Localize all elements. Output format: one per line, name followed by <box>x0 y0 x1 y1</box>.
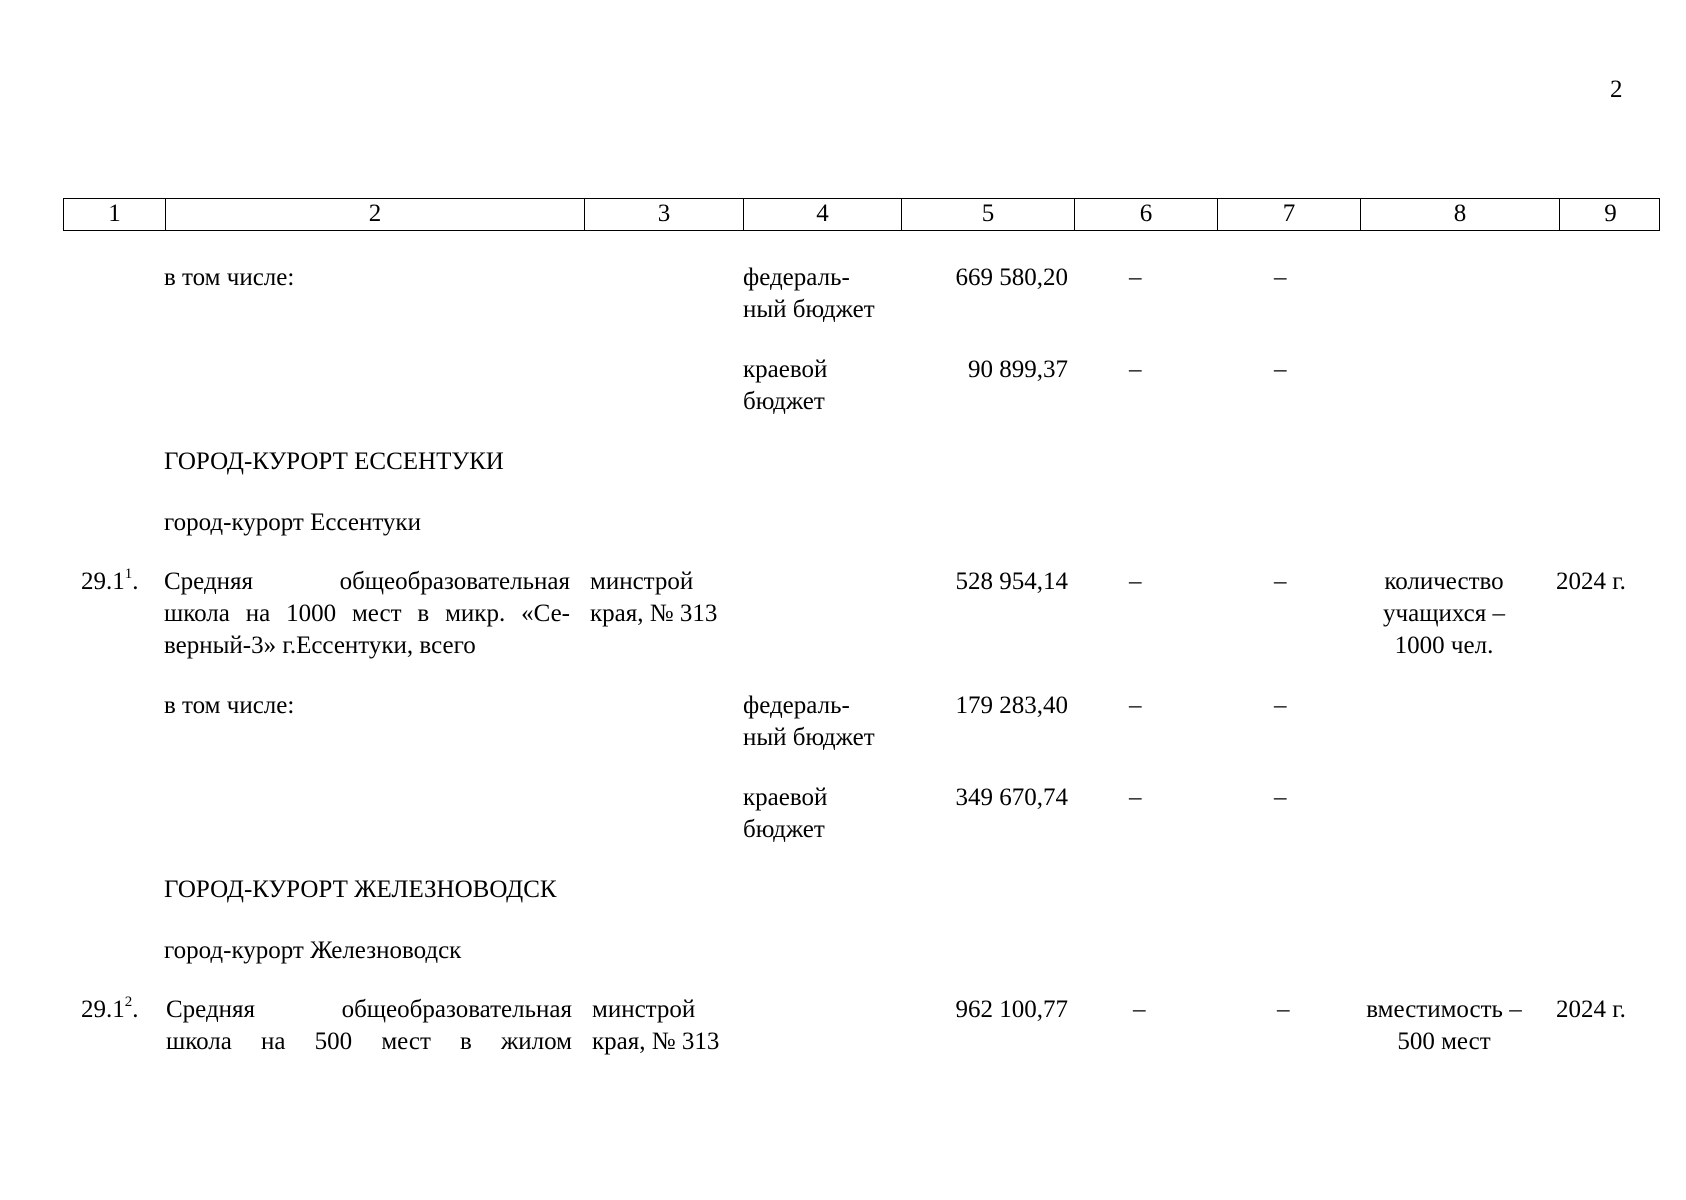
capacity-line: 500 мест <box>1397 1028 1491 1055</box>
section-subheading: город-курорт Ессентуки <box>164 509 421 536</box>
funding-source-line: федераль- <box>743 264 850 291</box>
header-col-7: 7 <box>1217 199 1360 230</box>
funding-source-line: бюджет <box>743 388 825 415</box>
header-col-2: 2 <box>165 199 584 230</box>
dash-col-7: – <box>1274 692 1287 719</box>
item-name-line: школа на 500 мест в жилом <box>166 1028 572 1055</box>
dash-col-7: – <box>1274 568 1287 595</box>
funding-source-line: ный бюджет <box>743 724 875 751</box>
dash-col-6: – <box>1133 996 1146 1023</box>
header-col-4: 4 <box>743 199 901 230</box>
header-col-1: 1 <box>108 200 121 227</box>
item-number-suffix: . <box>132 568 139 595</box>
page-number: 2 <box>1610 76 1623 103</box>
item-number <box>81 994 139 1026</box>
item-name-line: верный-3» г.Ессентуки, всего <box>164 632 476 659</box>
completion-year: 2024 г. <box>1556 568 1626 595</box>
capacity-line: вместимость – <box>1366 996 1522 1023</box>
item-name-line: Средняя общеобразовательная <box>164 568 570 595</box>
dash-col-6: – <box>1129 356 1142 383</box>
dash-col-6: – <box>1129 568 1142 595</box>
dash-col-6: – <box>1129 692 1142 719</box>
item-number-sup: 2 <box>124 993 133 1010</box>
item-number <box>81 566 139 598</box>
item-number-base: 29.1 <box>81 568 125 595</box>
funding-source-line: бюджет <box>743 816 825 843</box>
funding-source-line: федераль- <box>743 692 850 719</box>
amount: 179 283,40 <box>955 692 1068 719</box>
funding-source-line: краевой <box>743 356 828 383</box>
dash-col-7: – <box>1274 356 1287 383</box>
capacity-line: 1000 чел. <box>1394 632 1494 659</box>
header-col-6: 6 <box>1074 199 1217 230</box>
header-col-5: 5 <box>901 199 1074 230</box>
funding-source-line: краевой <box>743 784 828 811</box>
row-label: в том числе: <box>164 264 295 291</box>
capacity-line: количество <box>1384 568 1504 595</box>
section-heading: ГОРОД-КУРОРТ ЕССЕНТУКИ <box>164 448 504 475</box>
customer-line: минстрой <box>590 568 694 595</box>
dash-col-6: – <box>1129 264 1142 291</box>
item-number-suffix: . <box>132 996 139 1023</box>
dash-col-7: – <box>1274 784 1287 811</box>
amount: 669 580,20 <box>955 264 1068 291</box>
customer-line: края, № 313 <box>592 1028 720 1055</box>
header-col-8: 8 <box>1360 199 1559 230</box>
item-name <box>166 994 572 1058</box>
section-subheading: город-курорт Железноводск <box>164 937 462 964</box>
amount: 528 954,14 <box>955 568 1068 595</box>
amount: 349 670,74 <box>955 784 1068 811</box>
item-number-base: 29.1 <box>81 996 125 1023</box>
row-label: в том числе: <box>164 692 295 719</box>
dash-col-7: – <box>1274 264 1287 291</box>
dash-col-7: – <box>1277 996 1290 1023</box>
item-name-line: Средняя общеобразовательная <box>166 996 572 1023</box>
section-heading: ГОРОД-КУРОРТ ЖЕЛЕЗНОВОДСК <box>164 876 557 903</box>
item-name <box>164 566 570 662</box>
table-header-row <box>63 198 1660 231</box>
dash-col-6: – <box>1129 784 1142 811</box>
header-col-9: 9 <box>1559 199 1661 230</box>
customer-line: края, № 313 <box>590 600 718 627</box>
item-number-sup: 1 <box>124 565 133 582</box>
capacity-line: учащихся – <box>1383 600 1505 627</box>
customer-line: минстрой <box>592 996 696 1023</box>
amount: 90 899,37 <box>968 356 1068 383</box>
item-name-line: школа на 1000 мест в микр. «Се- <box>164 600 570 627</box>
funding-source-line: ный бюджет <box>743 296 875 323</box>
header-col-3: 3 <box>584 199 743 230</box>
amount: 962 100,77 <box>955 996 1068 1023</box>
completion-year: 2024 г. <box>1556 996 1626 1023</box>
